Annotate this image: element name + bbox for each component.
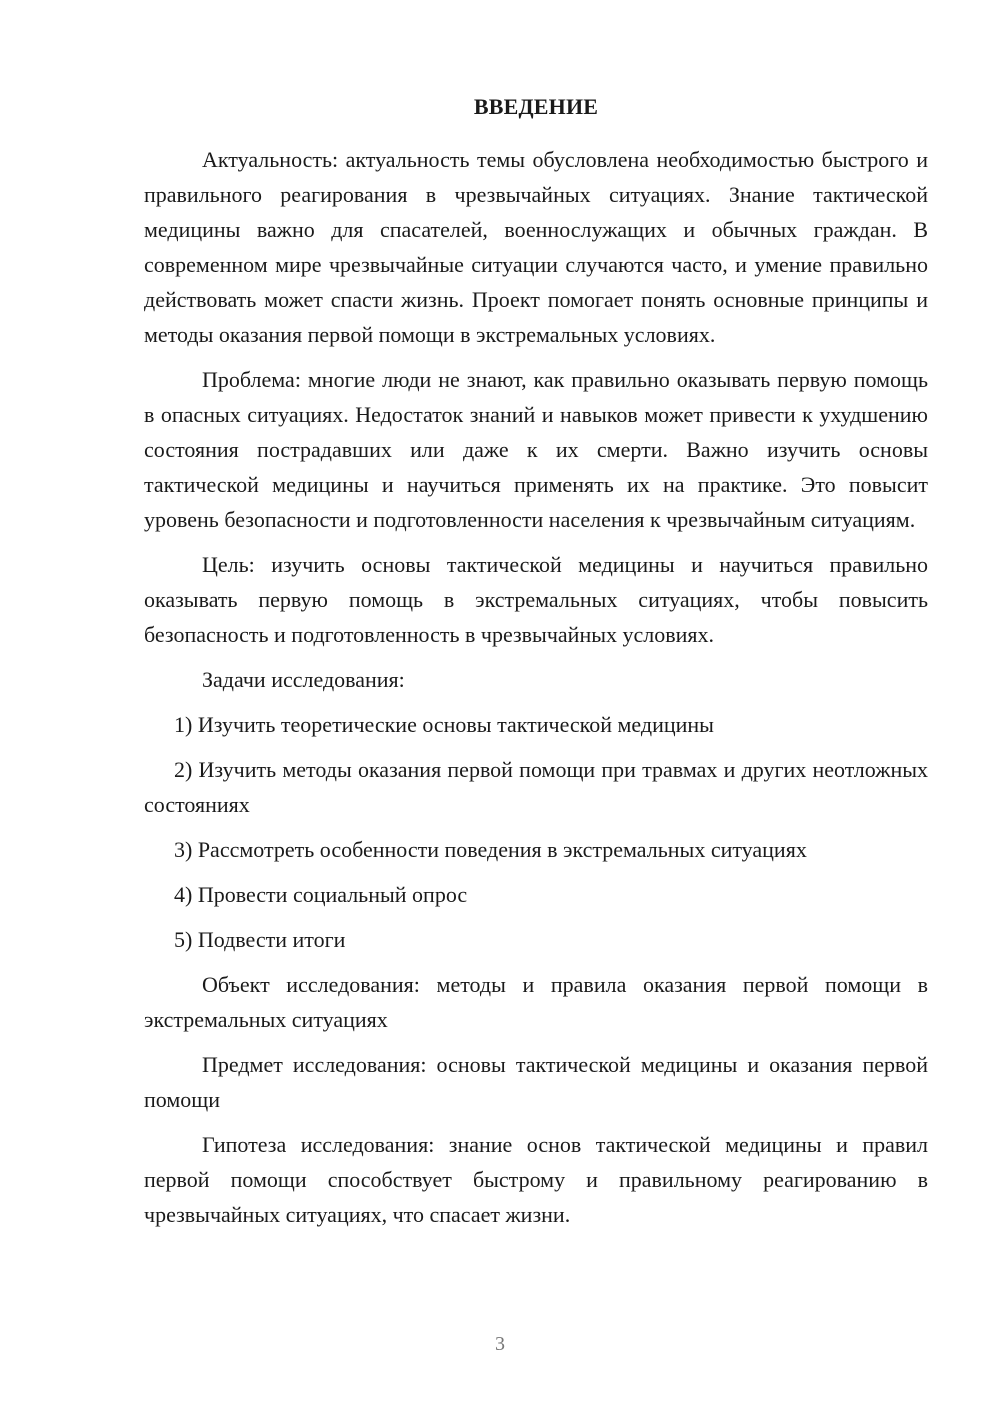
problem-paragraph: Проблема: многие люди не знают, как правильно оказывать первую помощь в опасных ситуациях. Недостаток знаний и навыков может привести к ухудшению состояния пострадавших или даже к их смерти. Важно изучить основы тактической медицины и научиться применять их на практике. Это повысит уровень безопасности и подготовленности населения к чрезвычайным ситуациям. xyxy=(144,367,928,532)
page-number: 3 xyxy=(495,1333,505,1355)
object-paragraph: Объект исследования: методы и правила оказания первой помощи в экстремальных ситуациях xyxy=(144,972,928,1032)
section-title: ВВЕДЕНИЕ xyxy=(473,94,599,119)
task-item-4: 4) Провести социальный опрос xyxy=(174,882,468,907)
tasks-heading: Задачи исследования: xyxy=(202,667,405,692)
task-item-1: 1) Изучить теоретические основы тактической медицины xyxy=(174,712,714,737)
hypothesis-paragraph: Гипотеза исследования: знание основ тактической медицины и правил первой помощи способствует быстрому и правильному реагированию в чрезвычайных ситуациях, что спасает жизни. xyxy=(144,1132,928,1227)
relevance-paragraph: Актуальность: актуальность темы обусловлена необходимостью быстрого и правильного реагирования в чрезвычайных ситуациях. Знание тактической медицины важно для спасателей, военнослужащих и обычных граждан. В современном мире чрезвычайные ситуации случаются часто, и умение правильно действовать может спасти жизнь. Проект помогает понять основные принципы и методы оказания первой помощи в экстремальных условиях. xyxy=(144,147,928,347)
subject-paragraph: Предмет исследования: основы тактической медицины и оказания первой помощи xyxy=(144,1052,928,1112)
task-item-3: 3) Рассмотреть особенности поведения в экстремальных ситуациях xyxy=(174,837,807,862)
task-item-2: 2) Изучить методы оказания первой помощи при травмах и других неотложных состояниях xyxy=(144,757,928,817)
task-item-5: 5) Подвести итоги xyxy=(174,927,346,952)
document-page xyxy=(144,92,928,1242)
goal-paragraph: Цель: изучить основы тактической медицины и научиться правильно оказывать первую помощь в экстремальных ситуациях, чтобы повысить безопасность и подготовленность в чрезвычайных условиях. xyxy=(144,552,928,647)
